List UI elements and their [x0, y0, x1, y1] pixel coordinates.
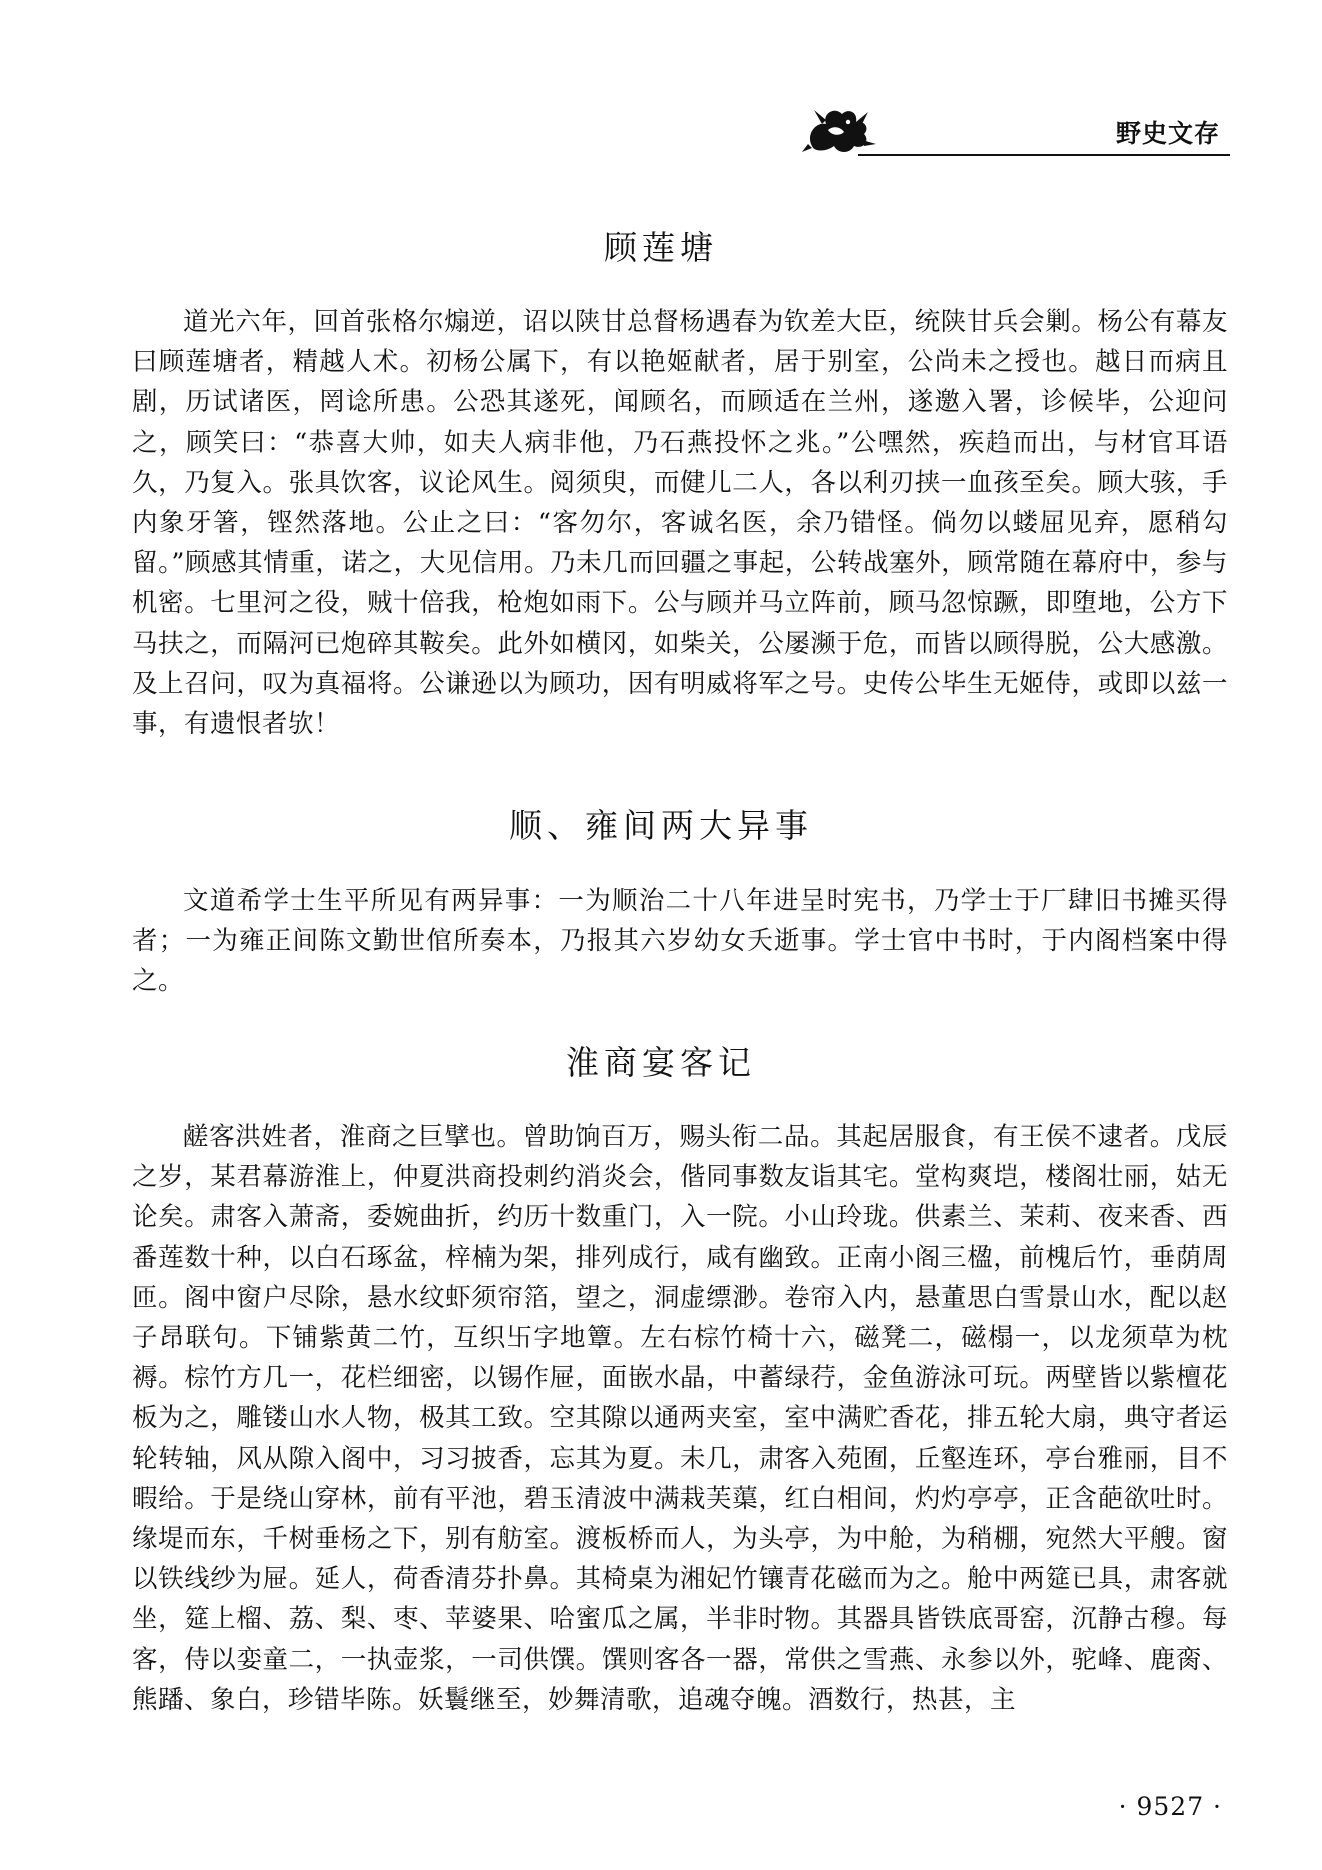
section-title-gu-liantang: 顾莲塘	[604, 228, 718, 267]
paragraph-huai-merchant-banquet: 鹾客洪姓者，淮商之巨擘也。曾助饷百万，赐头衔二品。其起居服食，有王侯不逮者。戊辰之岁，某君幕游淮上，仲夏洪商投刺约消炎会，偕同事数友诣其宅。堂构爽垲，楼阁壮丽，姑无论矣。肃客入萧斋，委婉曲折，约历十数重门，入一院。小山玲珑。供素兰、茉莉、夜来香、西番莲数十种，以白石琢盆，梓楠为架，排列成行，咸有幽致。正南小阁三楹，前槐后竹，垂荫周匝。阁中窗户尽除，悬水纹虾须帘箔，望之，洞虚缥渺。卷帘入内，悬董思白雪景山水，配以赵子昂联句。下铺紫黄二竹，互织卐字地簟。左右棕竹椅十六，磁凳二，磁榻一，以龙须草为枕褥。棕竹方几一，花栏细密，以锡作屉，面嵌水晶，中蓄绿荇，金鱼游泳可玩。两壁皆以紫檀花板为之，雕镂山水人物，极其工致。空其隙以通两夹室，室中满贮香花，排五轮大扇，典守者运轮转轴，风从隙入阁中，习习披香，忘其为夏。未几，肃客入苑囿，丘壑连环，亭台雅丽，目不暇给。于是绕山穿林，前有平池，碧玉清波中满栽芙蕖，红白相间，灼灼亭亭，正含葩欲吐时。缘堤而东，千树垂杨之下，别有舫室。渡板桥而人，为头亭，为中舱，为稍棚，宛然大平艘。窗以铁线纱为屉。延人，荷香清芬扑鼻。其椅桌为湘妃竹镶青花磁而为之。舱中两筵已具，肃客就坐，筵上榴、荔、梨、枣、苹婆果、哈蜜瓜之属，半非时物。其器具皆铁底哥窑，沉静古穆。每客，侍以娈童二，一执壶浆，一司供馔。馔则客各一器，常供之雪燕、永参以外，驼峰、鹿脔、熊蹯、象白，珍错毕陈。妖鬟继至，妙舞清歌，追魂夺魄。酒数行，热甚，主	[132, 1122, 1228, 1715]
paragraph-gu-liantang: 道光六年，回首张格尔煽逆，诏以陕甘总督杨遇春为钦差大臣，统陕甘兵会剿。杨公有幕友曰顾莲塘者，精越人术。初杨公属下，有以艳姬献者，居于别室，公尚未之授也。越日而病且剧，历试诸医，罔谂所患。公恐其遂死，闻顾名，而顾适在兰州，遂邀入署，诊候毕，公迎问之，顾笑曰：“恭喜大帅，如夫人病非他，乃石燕投怀之兆。”公嘿然，疾趋而出，与材官耳语久，乃复入。张具饮客，议论风生。阅须臾，而健儿二人，各以利刃挟一血孩至矣。顾大骇，手内象牙箸，铿然落地。公止之曰：“客勿尔，客诚名医，余乃错怪。倘勿以蝼屈见弃，愿稍勾留。”顾感其情重，诺之，大见信用。乃未几而回疆之事起，公转战塞外，顾常随在幕府中，参与机密。七里河之役，贼十倍我，枪炮如雨下。公与顾并马立阵前，顾马忽惊蹶，即堕地，公方下马扶之，而隔河已炮碎其鞍矣。此外如横冈，如柴关，公屡濒于危，而皆以顾得脱，公大感激。及上召问，叹为真福将。公谦逊以为顾功，因有明威将军之号。史传公毕生无姬侍，或即以兹一事，有遗恨者欤！	[132, 307, 1228, 740]
dragon-icon	[800, 100, 880, 160]
header-rule	[858, 154, 1230, 156]
section-title-two-strange-events: 顺、雍间两大异事	[509, 806, 813, 845]
running-title: 野史文存	[1115, 119, 1220, 148]
running-header	[800, 100, 1230, 160]
section-title-huai-merchant-banquet: 淮商宴客记	[566, 1043, 756, 1082]
page-number: · 9527 ·	[1118, 1792, 1222, 1821]
paragraph-two-strange-events: 文道希学士生平所见有两异事：一为顺治二十八年进呈时宪书，乃学士于厂肆旧书摊买得者；一为雍正间陈文勤世倌所奏本，乃报其六岁幼女夭逝事。学士官中书时，于内阁档案中得之。	[132, 886, 1228, 997]
